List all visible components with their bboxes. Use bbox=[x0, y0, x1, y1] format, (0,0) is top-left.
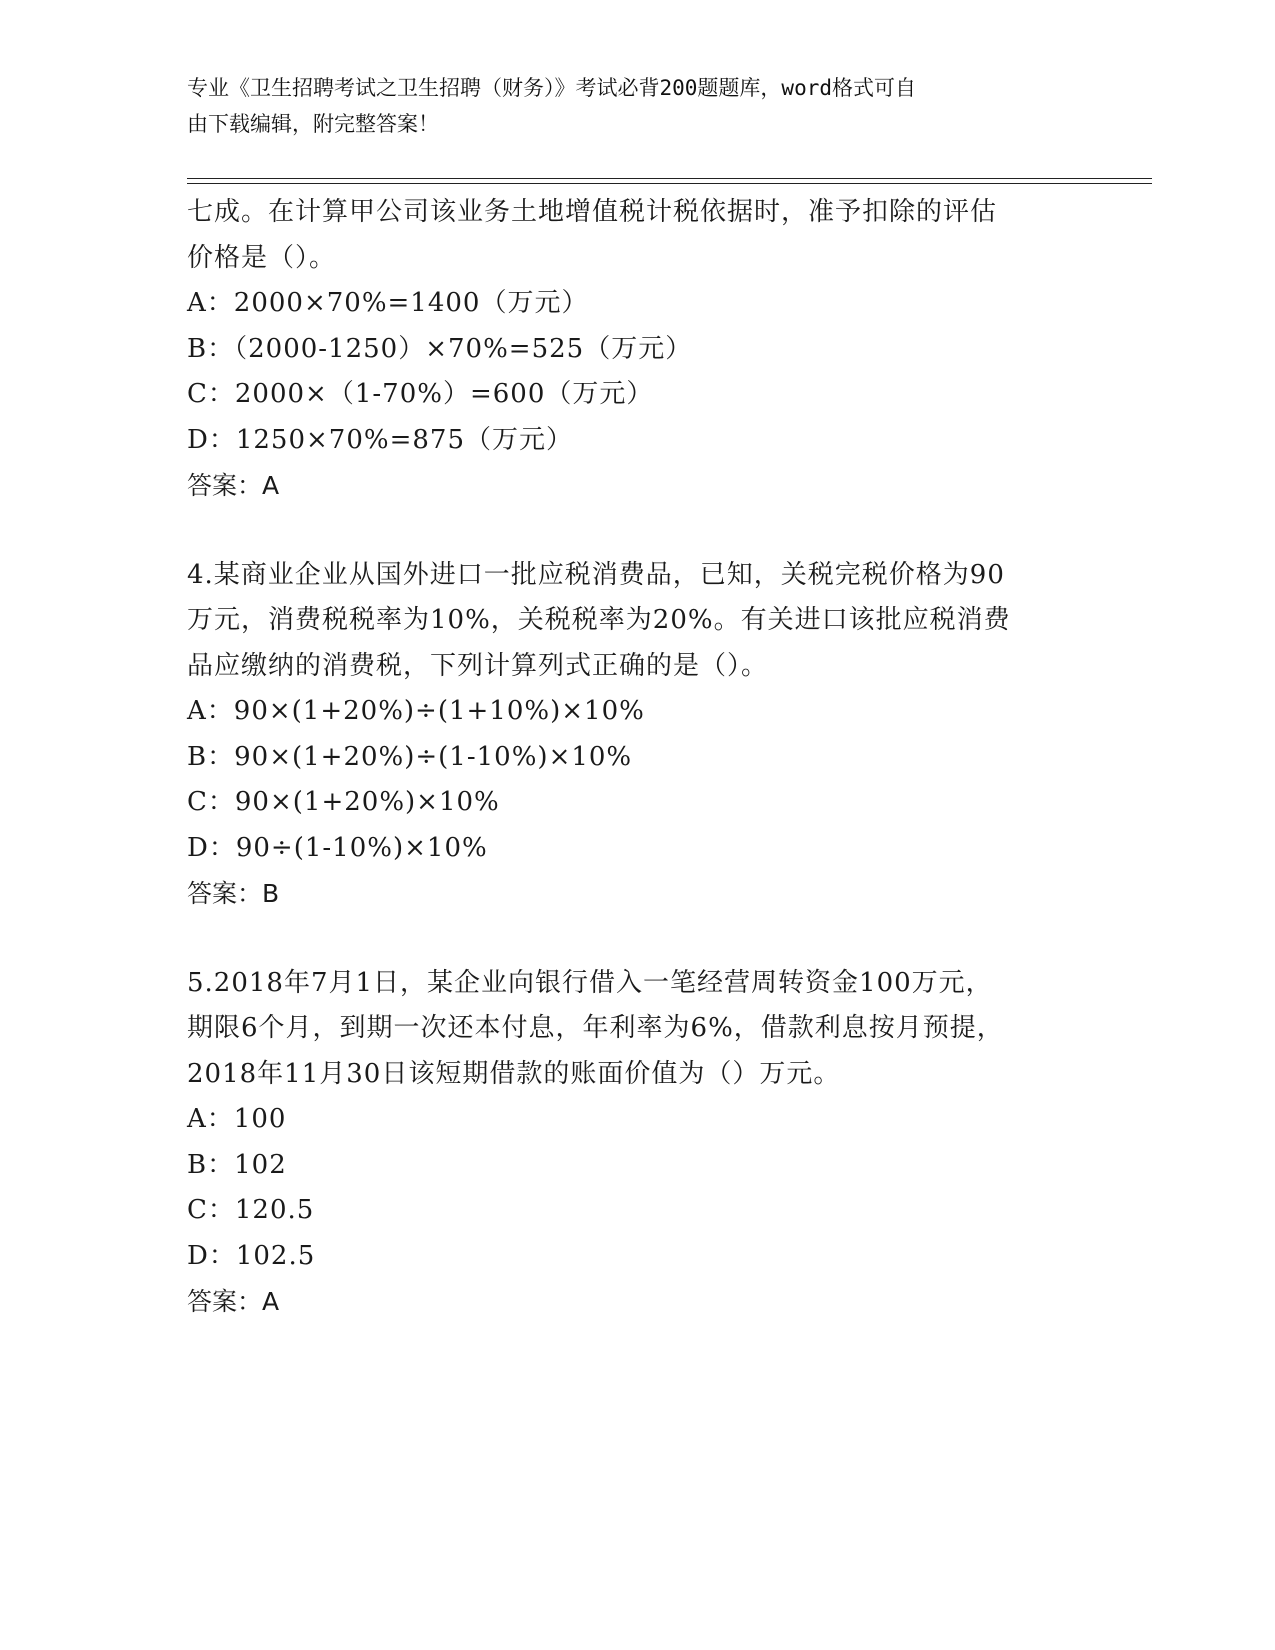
option-b: B：90×(1+20%)÷(1-10%)×10% bbox=[187, 741, 633, 772]
answer-label: 答案：A bbox=[187, 1287, 280, 1316]
question-spacer bbox=[187, 917, 1077, 961]
option-c: C：2000×（1-70%）=600（万元） bbox=[187, 379, 654, 409]
question-5 bbox=[187, 961, 1077, 1325]
option-b: B：（2000-1250）×70%=525（万元） bbox=[187, 333, 693, 364]
question-stem-line: 4.某商业企业从国外进口一批应税消费品，已知，关税完税价格为90 bbox=[187, 559, 1005, 590]
option-c: C：120.5 bbox=[187, 1195, 315, 1225]
option-a: A：100 bbox=[187, 1104, 287, 1134]
option-a: A：2000×70%=1400（万元） bbox=[187, 288, 589, 318]
option-d: D：1250×70%=875（万元） bbox=[187, 424, 573, 455]
question-stem-line: 万元，消费税税率为10%，关税税率为20%。有关进口该批应税消费 bbox=[187, 605, 1011, 635]
question-stem-line: 期限6个月，到期一次还本付息，年利率为6%，借款利息按月预提， bbox=[187, 1013, 1004, 1043]
question-stem-line: 价格是（）。 bbox=[187, 242, 337, 273]
question-stem-line: 5.2018年7月1日，某企业向银行借入一笔经营周转资金100万元， bbox=[187, 967, 993, 998]
option-c: C：90×(1+20%)×10% bbox=[187, 787, 500, 817]
header-line-2: 由下载编辑，附完整答案！ bbox=[187, 112, 439, 136]
document-header bbox=[187, 70, 1067, 142]
answer-label: 答案：A bbox=[187, 471, 280, 500]
document-body bbox=[187, 190, 1077, 1325]
question-stem-line: 品应缴纳的消费税，下列计算列式正确的是（）。 bbox=[187, 650, 769, 681]
question-3 bbox=[187, 190, 1077, 509]
question-stem-line: 2018年11月30日该短期借款的账面价值为（）万元。 bbox=[187, 1058, 841, 1089]
question-4 bbox=[187, 553, 1077, 917]
header-divider-bottom bbox=[187, 183, 1152, 184]
option-b: B：102 bbox=[187, 1149, 287, 1180]
answer-label: 答案：B bbox=[187, 879, 280, 908]
option-d: D：102.5 bbox=[187, 1240, 316, 1271]
option-d: D：90÷(1-10%)×10% bbox=[187, 832, 488, 863]
header-line-1: 专业《卫生招聘考试之卫生招聘（财务）》考试必背200题题库，word格式可自 bbox=[187, 76, 916, 100]
option-a: A：90×(1+20%)÷(1+10%)×10% bbox=[187, 696, 645, 726]
question-stem-line: 七成。在计算甲公司该业务土地增值税计税依据时，准予扣除的评估 bbox=[187, 197, 998, 227]
question-spacer bbox=[187, 509, 1077, 553]
header-divider-top bbox=[187, 178, 1152, 179]
